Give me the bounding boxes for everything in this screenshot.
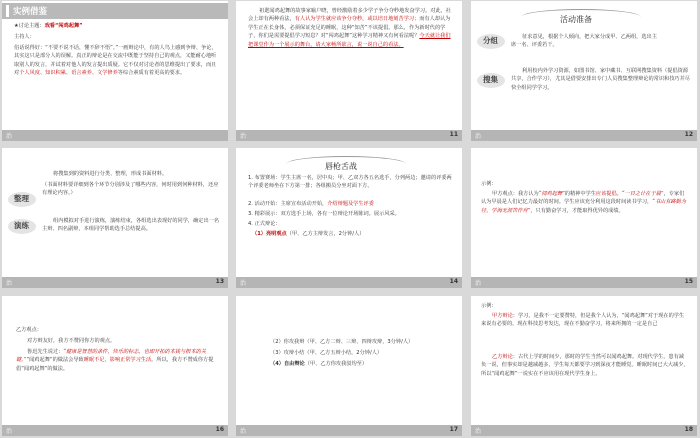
highlight-4: “书山有路勤为径，学海无涯苦作舟” xyxy=(481,199,686,214)
body-text xyxy=(248,7,454,49)
slide-number: 11 xyxy=(449,131,458,138)
slide-4[interactable] xyxy=(2,148,228,288)
side-a-text: ：学习，是我不一定要赞特，但是我个人认为，“闻鸡起舞”对于现在的学生来说有必要的，现在科技思考发达，现在不勤奋学习，将来所拥的一定是自己 xyxy=(481,313,685,328)
tag-organize: 整理 xyxy=(14,194,29,203)
organize-text: 将搜集到的资料进行分类、整理，形成书面材料。 xyxy=(53,171,168,177)
slide-1[interactable] xyxy=(2,1,228,141)
side-a-text xyxy=(481,190,689,215)
footer-label: 治 xyxy=(240,133,247,140)
footer-label: 治 xyxy=(6,280,13,287)
highlight-2: 应该提倡 xyxy=(595,191,617,197)
footer-label: 治 xyxy=(475,280,482,287)
footer-label: 治 xyxy=(6,428,13,435)
tag-group: 分组 xyxy=(483,36,498,45)
body-highlight-1: 有人认为学生就应该争分夺秒，或以培日地刻苦学习； xyxy=(294,16,420,23)
example-heading: 示例： xyxy=(481,181,497,187)
side-a-label: 甲方辩论 xyxy=(492,313,513,319)
side-b-text xyxy=(16,348,220,373)
body-part-1: 俗话说得好：“不要不说不话，懂不辞不悟”。”一画辩论中，有的人鸟上感到争辩、争论，其实这只是部分人的误解。真正的辩论是在交流中既能于坚持自己的观点，又能耐心地听取别人的发言，并试着对他人的发言提出质疑。它不仅对讨论者的思维提出了要求，而且对 xyxy=(14,45,217,77)
slide-number: 16 xyxy=(215,426,224,433)
tag-collect: 搜集 xyxy=(483,75,498,84)
slide-5[interactable] xyxy=(236,148,462,288)
organize-note: （书面材料要详细到各个环节分别涉及了哪些内容，何时用到何种材料，还应有理论内容。） xyxy=(42,182,219,197)
step-3-summary: （3）攻辩小结（甲、乙方五辩小结，2分钟/人） xyxy=(270,350,383,356)
side-b-debate xyxy=(481,353,689,378)
text-1: 鲁迅先生说过： xyxy=(27,349,64,355)
side-a-debate xyxy=(481,312,689,329)
topic-line xyxy=(14,22,83,30)
slide-8[interactable] xyxy=(236,296,462,436)
footer xyxy=(236,277,462,288)
slide-number: 18 xyxy=(684,426,693,433)
side-b-text: ：古代上学的时间少，那时的学生当然可以闻鸡起舞。对现代学生，患有减负一说，但事实却是越减越多，学生每天都要学习到深夜才能睡觉。睡眠时间已大大减少，所以“闻鸡起舞”一说实在不应该用在现代学生身上。 xyxy=(481,354,689,377)
footer xyxy=(2,425,228,436)
text-3: 。 xyxy=(616,191,622,197)
slide-title: 活动准备 xyxy=(560,15,592,24)
step-1: 1. 布置赛场：学生主席一名，居中央；甲、乙双方各五名选手，分列两边；邀请的评委两个评委老师坐在下方第一排；各组搬员分坐对面下方。 xyxy=(248,175,452,190)
step-2-highlight: 介绍辩题及学生评委 xyxy=(327,201,374,207)
host-label: 主持人： xyxy=(14,34,35,40)
footer xyxy=(471,425,697,436)
footer xyxy=(471,277,697,288)
footer xyxy=(2,130,228,141)
example-heading: 示例： xyxy=(481,303,497,309)
topic-text: 戏看“闯鸡起舞” xyxy=(44,23,83,29)
slide-title: 唇枪舌战 xyxy=(325,162,357,171)
footer xyxy=(236,425,462,436)
step-4-1 xyxy=(252,230,452,238)
group-text: 征求意见，根据个人倾向，把大家分成甲、乙两组，选出主席一名、评委若干。 xyxy=(511,34,657,49)
highlight-2: 睡眠不足，影响正常学习生活 xyxy=(83,357,152,364)
text-1: 甲方观点：我方认为 xyxy=(492,191,539,197)
footer-label: 治 xyxy=(240,428,247,435)
highlight-1: “健康是智慧的条件，快乐的标志，也即开拓的本钱与根本的关键。” xyxy=(16,349,207,364)
slide-number: 14 xyxy=(449,278,458,285)
text-4: ，专家们认为早晨是人们记忆力最好的时间。学生应该充分利用这段时间读书学习， xyxy=(481,191,685,206)
side-b-label: 乙方辩论 xyxy=(492,354,513,360)
example-heading: 乙方观点： xyxy=(16,327,42,333)
topic-prefix: ★讨论主题： xyxy=(14,23,45,29)
footer-label: 治 xyxy=(240,280,247,287)
slide-number: 12 xyxy=(684,131,693,138)
text-2: 的精神中学生 xyxy=(564,191,596,197)
step-4-highlight: （4）自由辩论 xyxy=(270,361,305,367)
collect-text: 利用校内外学习资源，如图书馆、家中藏书、互联网搜集资料（提倡资源共享，合作学习），尤其是借要安排出专门人员搜集整理辩论的常识和技巧并尽快全组同学学习。 xyxy=(511,68,690,91)
body-part-2: 而有人却认为学生正在长身体，必须保证充足的睡眠，这种“知苦”不该提倡。那么，作为新时代的学子，你们是需要提倡学习短息？对“闯鸡起舞”这种学习精神又有何看法呢？ xyxy=(248,16,451,40)
footer-label: 治 xyxy=(6,133,13,140)
body-part-2: 等综合素质有着更高的要求。 xyxy=(117,70,186,77)
title-bar-accent xyxy=(6,5,9,17)
slide-number: 17 xyxy=(449,426,458,433)
slide-9[interactable] xyxy=(471,296,697,436)
tag-rehearse: 演练 xyxy=(14,221,29,230)
highlight-1: “闻鸡起舞” xyxy=(538,191,565,197)
step-2-debate: （2）你攻我辩（甲、乙方二辩、三辩、四辩攻辩，3分钟/人） xyxy=(270,339,414,345)
slide-number: 15 xyxy=(684,278,693,285)
slide-7[interactable] xyxy=(2,296,228,436)
footer-label: 治 xyxy=(475,428,482,435)
step-3: 3. 精彩展示：双方选手上场，各有一位辩论开场陈词。展示风采。 xyxy=(248,211,400,217)
step-2 xyxy=(248,200,454,208)
slide-3[interactable] xyxy=(471,1,697,141)
side-b-intro: 对方辩友好，我方不赞同你方的观点。 xyxy=(27,338,116,344)
body-text xyxy=(14,44,220,78)
step-4-text: （甲、乙方你攻我驳均至） xyxy=(304,361,368,367)
slide-6[interactable] xyxy=(471,148,697,288)
body-highlight: 个人风度、知识积累、语言素养、文学修养 xyxy=(19,70,118,77)
slide-title: 实例借鉴 xyxy=(13,7,48,17)
rehearse-text: 组内模拟对手进行演练，演练结束，各组选出表现好的同学，确定出一名主辩、四名副辩，本组同学帮助选手总结提高。 xyxy=(42,218,220,233)
step-4-free xyxy=(270,360,456,368)
footer-label: 治 xyxy=(475,133,482,140)
step-2-text: 2. 活动开始：主席宣布活动开始， xyxy=(248,201,328,207)
footer xyxy=(471,130,697,141)
text-2: “闻鸡起舞”的做法会导致 xyxy=(26,357,84,364)
text-5: ，只有勤奋学习，才能取得优异的成绩。 xyxy=(530,207,624,214)
footer xyxy=(236,130,462,141)
slide-2[interactable] xyxy=(236,1,462,141)
step-4-1-highlight: （1）亮明观点 xyxy=(252,231,287,237)
step-4-1-text: （甲、乙方主辩发言，2分钟/人） xyxy=(286,231,365,237)
body-part-1: 祖逖闻鸡起舞的故事家喻户晓，曾经激励着多少学子争分夺秒地发奋学习。对此，社会上却有两种看法， xyxy=(248,8,451,23)
body-highlight-2: 今天就让我们把课堂作为一个展示的舞台，请大家畅所欲言，说一说自己的看法。 xyxy=(248,33,451,48)
footer xyxy=(2,277,228,288)
step-4: 4. 正式辩论： xyxy=(248,221,281,227)
highlight-3: “一日之计在于晨” xyxy=(621,191,664,197)
text-3: 。所以，我方不赞成你方提倡“闻鸡起舞”的做法。 xyxy=(16,357,214,372)
slide-number: 13 xyxy=(215,278,224,285)
